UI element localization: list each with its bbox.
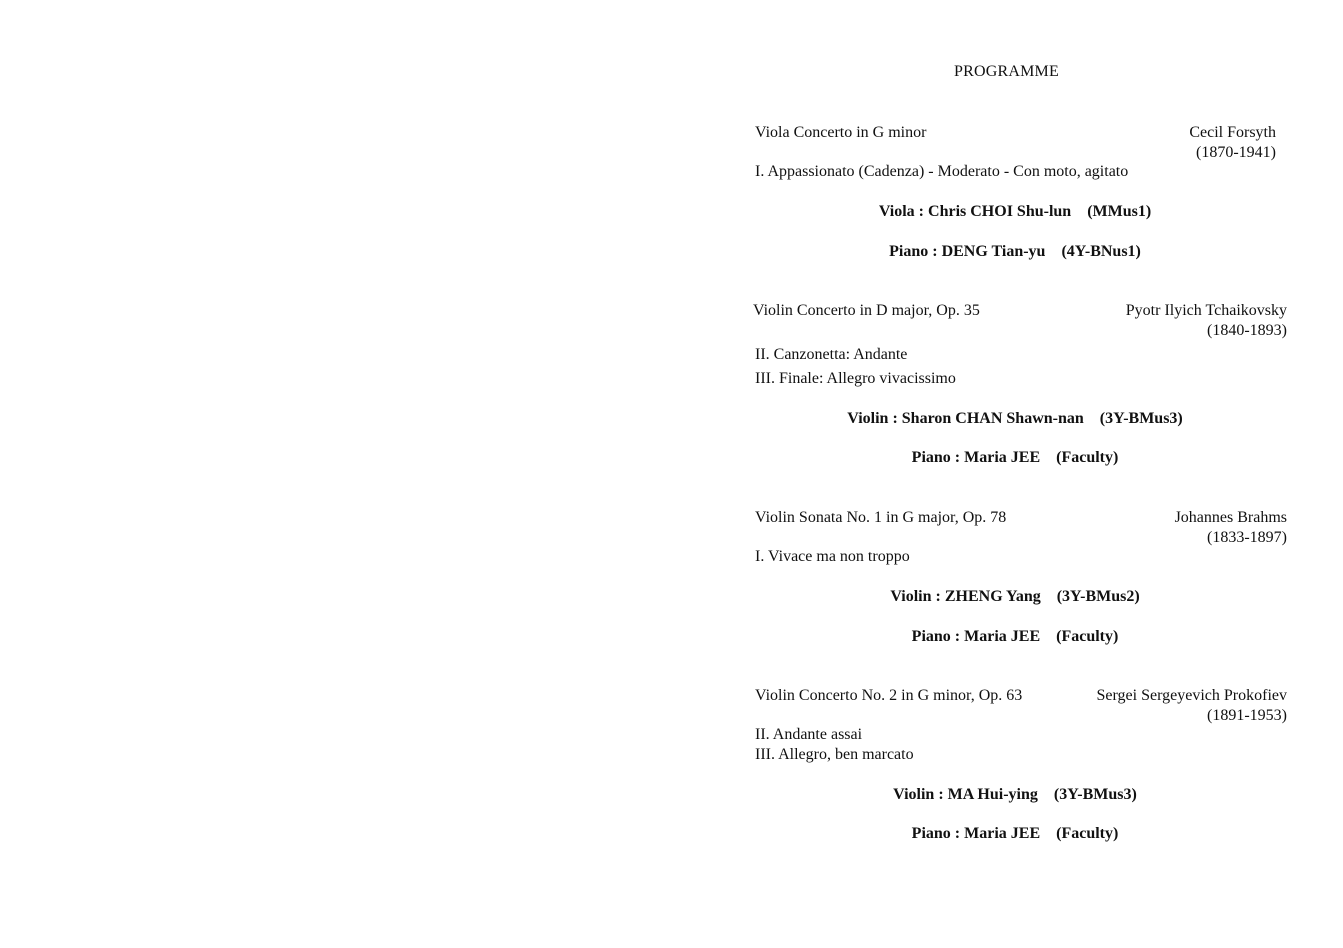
performer-line [755, 202, 1275, 222]
work-title: Violin Sonata No. 1 in G major, Op. 78 [755, 509, 1007, 526]
performer-role: (4Y-BNus1) [1061, 243, 1141, 260]
performer-line [755, 587, 1275, 607]
movement: II. Canzonetta: Andante [755, 346, 908, 363]
movement: I. Vivace ma non troppo [755, 548, 910, 565]
performer-instrument: Piano : [889, 243, 938, 260]
performer-instrument: Piano : [911, 628, 961, 645]
performer-role: (Faculty) [1056, 449, 1119, 466]
movement: III. Allegro, ben marcato [755, 746, 914, 763]
performer-instrument: Violin : [890, 588, 941, 605]
movement: I. Appassionato (Cadenza) - Moderato - Con moto, agitato [755, 163, 1129, 180]
performer-name: Chris CHOI Shu-lun [928, 203, 1072, 220]
performer-instrument: Piano : [911, 825, 961, 842]
composer-dates: (1840-1893) [1207, 322, 1287, 339]
performer-name: Sharon CHAN Shawn-nan [901, 410, 1084, 427]
performer-instrument: Violin : [847, 410, 898, 427]
page-title: PROGRAMME [954, 63, 1059, 80]
performer-role: (MMus1) [1087, 203, 1152, 220]
composer-dates: (1891-1953) [1207, 707, 1287, 724]
composer-name: Sergei Sergeyevich Prokofiev [1096, 687, 1287, 704]
performer-line [755, 448, 1275, 468]
performer-name: ZHENG Yang [944, 588, 1041, 605]
performer-name: DENG Tian-yu [941, 243, 1046, 260]
performer-line [755, 785, 1275, 805]
performer-role: (3Y-BMus2) [1056, 588, 1140, 605]
performer-line [755, 627, 1275, 647]
work-title: Violin Concerto No. 2 in G minor, Op. 63 [755, 687, 1023, 704]
performer-name: Maria JEE [964, 628, 1041, 645]
performer-line [755, 409, 1275, 429]
work-title: Violin Concerto in D major, Op. 35 [753, 302, 980, 319]
composer-name: Cecil Forsyth [1189, 124, 1276, 141]
performer-line [755, 242, 1275, 262]
performer-role: (Faculty) [1056, 628, 1119, 645]
performer-role: (3Y-BMus3) [1099, 410, 1183, 427]
movement: III. Finale: Allegro vivacissimo [755, 370, 956, 387]
performer-instrument: Piano : [911, 449, 961, 466]
performer-name: MA Hui-ying [947, 786, 1038, 803]
performer-instrument: Viola : [878, 203, 925, 220]
performer-role: (3Y-BMus3) [1053, 786, 1137, 803]
composer-name: Pyotr Ilyich Tchaikovsky [1125, 302, 1287, 319]
movement: II. Andante assai [755, 726, 863, 743]
performer-role: (Faculty) [1056, 825, 1119, 842]
work-title: Viola Concerto in G minor [755, 124, 927, 141]
composer-name: Johannes Brahms [1174, 509, 1287, 526]
performer-name: Maria JEE [964, 449, 1041, 466]
performer-name: Maria JEE [964, 825, 1041, 842]
composer-dates: (1833-1897) [1207, 529, 1287, 546]
performer-line [755, 824, 1275, 844]
composer-dates: (1870-1941) [1196, 144, 1276, 161]
performer-instrument: Violin : [893, 786, 944, 803]
